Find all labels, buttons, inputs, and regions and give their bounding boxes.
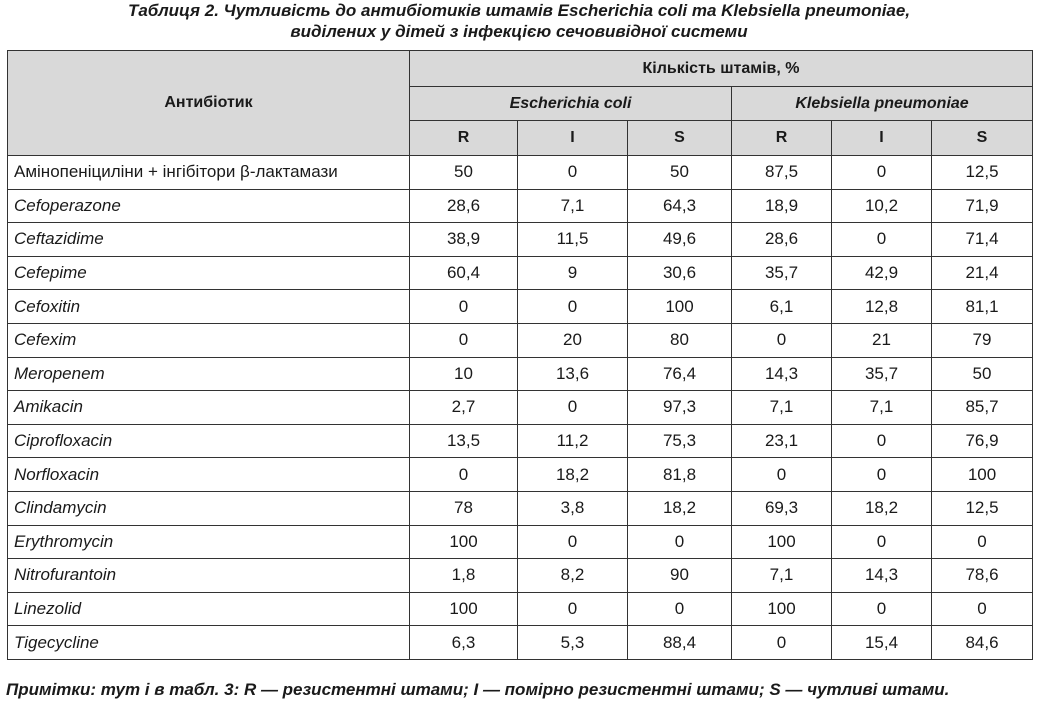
table-row: [8, 223, 1033, 257]
value-cell: 76,9: [932, 424, 1033, 458]
value-cell: 0: [732, 626, 832, 660]
table-row: [8, 290, 1033, 324]
antibiotic-name-cell: Ceftazidime: [8, 223, 410, 257]
value-cell: 18,2: [518, 458, 628, 492]
value-cell: 0: [832, 223, 932, 257]
value-cell: 50: [932, 357, 1033, 391]
value-cell: 0: [410, 290, 518, 324]
value-cell: 0: [732, 458, 832, 492]
antibiotic-name-cell: Linezolid: [8, 592, 410, 626]
value-cell: 11,2: [518, 424, 628, 458]
table-row: [8, 491, 1033, 525]
value-cell: 8,2: [518, 559, 628, 593]
table-row: [8, 256, 1033, 290]
value-cell: 97,3: [628, 391, 732, 425]
value-cell: 12,5: [932, 156, 1033, 190]
value-cell: 42,9: [832, 256, 932, 290]
antibiotic-name-cell: Ciprofloxacin: [8, 424, 410, 458]
value-cell: 50: [410, 156, 518, 190]
antibiotic-name-cell: Cefepime: [8, 256, 410, 290]
value-cell: 7,1: [732, 559, 832, 593]
table-note: Примітки: тут і в табл. 3: R — резистентні штами; I — помірно резистентні штами; S — чутливі штами.: [6, 680, 950, 699]
antibiotic-name-cell: Tigecycline: [8, 626, 410, 660]
header-klebsiella-pneumoniae: Klebsiella pneumoniae: [732, 87, 1033, 121]
antibiotic-name-cell: Norfloxacin: [8, 458, 410, 492]
value-cell: 64,3: [628, 189, 732, 223]
value-cell: 9: [518, 256, 628, 290]
value-cell: 15,4: [832, 626, 932, 660]
value-cell: 20: [518, 323, 628, 357]
value-cell: 21,4: [932, 256, 1033, 290]
value-cell: 50: [628, 156, 732, 190]
value-cell: 49,6: [628, 223, 732, 257]
value-cell: 21: [832, 323, 932, 357]
value-cell: 75,3: [628, 424, 732, 458]
table-row: [8, 525, 1033, 559]
susceptibility-table: [7, 50, 1033, 660]
header-ec-r: R: [410, 121, 518, 156]
header-antibiotic: Антибіотик: [8, 51, 410, 156]
value-cell: 1,8: [410, 559, 518, 593]
value-cell: 100: [628, 290, 732, 324]
value-cell: 90: [628, 559, 732, 593]
value-cell: 100: [932, 458, 1033, 492]
value-cell: 10,2: [832, 189, 932, 223]
table-row: [8, 458, 1033, 492]
table-row: [8, 156, 1033, 190]
antibiotic-name-cell: Meropenem: [8, 357, 410, 391]
table-caption: [0, 0, 1038, 42]
value-cell: 35,7: [832, 357, 932, 391]
value-cell: 28,6: [410, 189, 518, 223]
header-kp-s: S: [932, 121, 1033, 156]
value-cell: 80: [628, 323, 732, 357]
antibiotic-name-cell: Cefexim: [8, 323, 410, 357]
value-cell: 81,1: [932, 290, 1033, 324]
caption-line-2: виділених у дітей з інфекцією сечовивідної системи: [290, 22, 748, 41]
value-cell: 0: [732, 323, 832, 357]
value-cell: 88,4: [628, 626, 732, 660]
value-cell: 18,9: [732, 189, 832, 223]
value-cell: 84,6: [932, 626, 1033, 660]
value-cell: 87,5: [732, 156, 832, 190]
value-cell: 11,5: [518, 223, 628, 257]
value-cell: 0: [832, 424, 932, 458]
value-cell: 85,7: [932, 391, 1033, 425]
table-row: [8, 559, 1033, 593]
value-cell: 0: [628, 525, 732, 559]
value-cell: 0: [932, 592, 1033, 626]
value-cell: 0: [628, 592, 732, 626]
header-escherichia-coli: Escherichia coli: [410, 87, 732, 121]
table-row: [8, 323, 1033, 357]
table-row: [8, 424, 1033, 458]
table-row: [8, 592, 1033, 626]
value-cell: 71,9: [932, 189, 1033, 223]
value-cell: 6,3: [410, 626, 518, 660]
value-cell: 13,6: [518, 357, 628, 391]
table-body: [8, 156, 1033, 660]
antibiotic-name-cell: Nitrofurantoin: [8, 559, 410, 593]
value-cell: 0: [932, 525, 1033, 559]
value-cell: 0: [518, 592, 628, 626]
value-cell: 76,4: [628, 357, 732, 391]
table-row: [8, 189, 1033, 223]
value-cell: 0: [518, 525, 628, 559]
value-cell: 12,5: [932, 491, 1033, 525]
header-kp-r: R: [732, 121, 832, 156]
value-cell: 28,6: [732, 223, 832, 257]
value-cell: 5,3: [518, 626, 628, 660]
value-cell: 81,8: [628, 458, 732, 492]
value-cell: 7,1: [518, 189, 628, 223]
value-cell: 12,8: [832, 290, 932, 324]
caption-line-1: Таблиця 2. Чутливість до антибіотиків штамів Escherichia coli та Klebsiella pneumoniae,: [127, 1, 911, 20]
value-cell: 6,1: [732, 290, 832, 324]
value-cell: 7,1: [832, 391, 932, 425]
value-cell: 0: [518, 391, 628, 425]
value-cell: 23,1: [732, 424, 832, 458]
table-row: [8, 626, 1033, 660]
value-cell: 0: [518, 156, 628, 190]
value-cell: 0: [518, 290, 628, 324]
value-cell: 78,6: [932, 559, 1033, 593]
value-cell: 0: [832, 458, 932, 492]
header-ec-i: I: [518, 121, 628, 156]
value-cell: 18,2: [628, 491, 732, 525]
value-cell: 35,7: [732, 256, 832, 290]
header-ec-s: S: [628, 121, 732, 156]
table-row: [8, 391, 1033, 425]
header-strain-count: Кількість штамів, %: [410, 51, 1033, 87]
value-cell: 2,7: [410, 391, 518, 425]
value-cell: 13,5: [410, 424, 518, 458]
value-cell: 30,6: [628, 256, 732, 290]
value-cell: 10: [410, 357, 518, 391]
value-cell: 7,1: [732, 391, 832, 425]
table-header: [8, 51, 1033, 156]
value-cell: 100: [410, 525, 518, 559]
value-cell: 71,4: [932, 223, 1033, 257]
table-row: [8, 357, 1033, 391]
value-cell: 0: [832, 156, 932, 190]
value-cell: 78: [410, 491, 518, 525]
antibiotic-name-cell: Erythromycin: [8, 525, 410, 559]
value-cell: 14,3: [832, 559, 932, 593]
value-cell: 38,9: [410, 223, 518, 257]
antibiotic-name-cell: Амінопеніциліни + інгібітори β-лактамази: [8, 156, 410, 190]
antibiotic-name-cell: Clindamycin: [8, 491, 410, 525]
value-cell: 3,8: [518, 491, 628, 525]
value-cell: 69,3: [732, 491, 832, 525]
value-cell: 0: [410, 458, 518, 492]
antibiotic-name-cell: Amikacin: [8, 391, 410, 425]
value-cell: 100: [410, 592, 518, 626]
header-kp-i: I: [832, 121, 932, 156]
value-cell: 100: [732, 525, 832, 559]
antibiotic-name-cell: Cefoperazone: [8, 189, 410, 223]
value-cell: 0: [832, 592, 932, 626]
value-cell: 18,2: [832, 491, 932, 525]
value-cell: 60,4: [410, 256, 518, 290]
value-cell: 0: [832, 525, 932, 559]
value-cell: 100: [732, 592, 832, 626]
value-cell: 0: [410, 323, 518, 357]
value-cell: 79: [932, 323, 1033, 357]
value-cell: 14,3: [732, 357, 832, 391]
antibiotic-name-cell: Cefoxitin: [8, 290, 410, 324]
